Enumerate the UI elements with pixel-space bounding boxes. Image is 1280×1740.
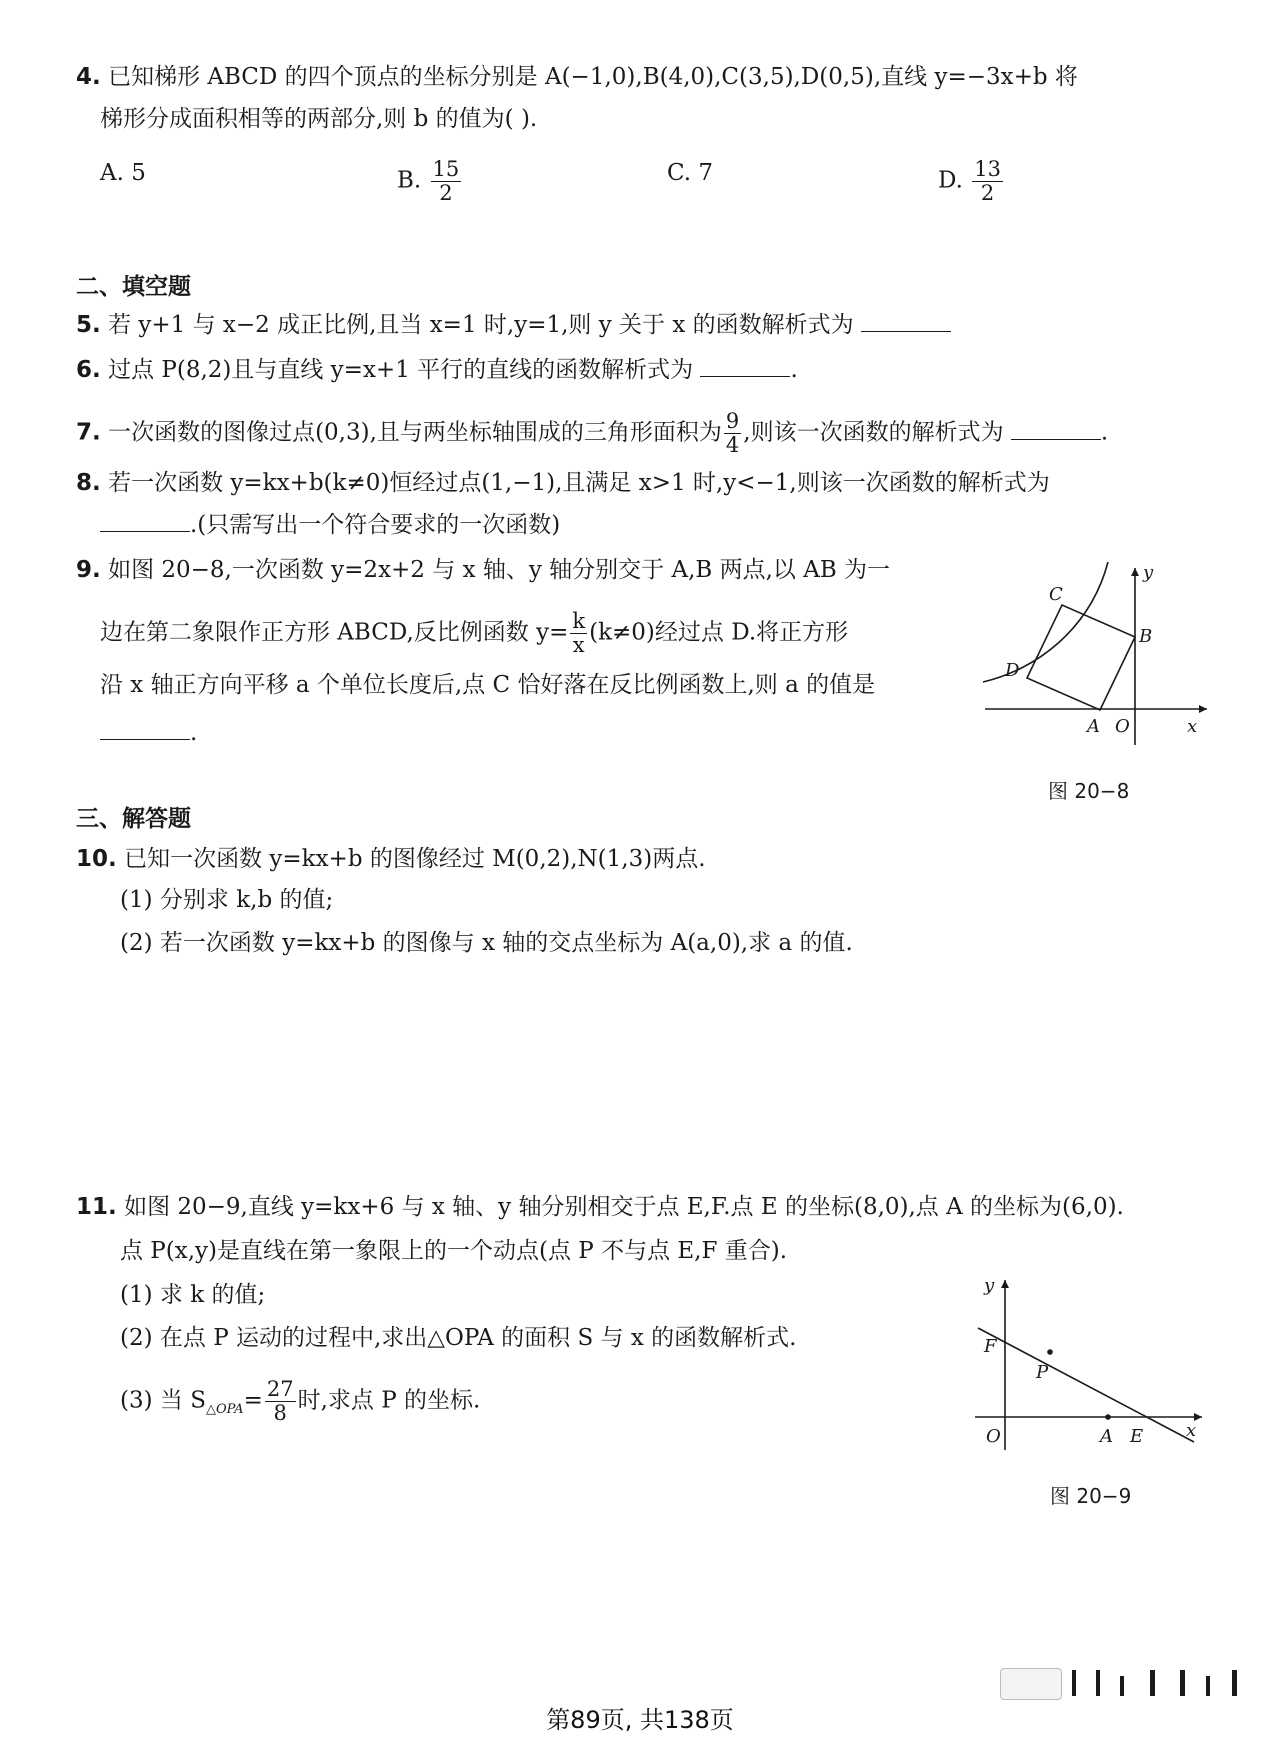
tick-mark — [1150, 1670, 1155, 1696]
q4-text-line1: 已知梯形 ABCD 的四个顶点的坐标分别是 A(−1,0),B(4,0),C(3,5),D(0,5),直线 y=−3x+b 将 — [108, 64, 1078, 90]
point-p — [1047, 1349, 1053, 1355]
q8-line1 — [76, 468, 1050, 498]
q8-text-line2: .(只需写出一个符合要求的一次函数) — [190, 512, 561, 538]
q11-sub2: (2) 在点 P 运动的过程中,求出△OPA 的面积 S 与 x 的函数解析式. — [120, 1325, 797, 1351]
q9-answer-blank[interactable] — [100, 719, 190, 740]
fraction-denominator: 2 — [439, 181, 453, 206]
q4-option-b-fraction — [431, 158, 462, 205]
q9-line4 — [100, 718, 197, 748]
tick-mark — [1096, 1670, 1100, 1696]
q9-text-line1: 如图 20−8,一次函数 y=2x+2 与 x 轴、y 轴分别交于 A,B 两点,以 AB 为一 — [108, 557, 891, 583]
q9-tail: . — [190, 720, 198, 746]
tick-mark — [1120, 1676, 1124, 1696]
label-x: x — [1186, 1420, 1197, 1441]
fraction-numerator: 27 — [266, 1377, 294, 1401]
label-y: y — [1143, 562, 1154, 583]
fraction-denominator: 4 — [725, 433, 740, 458]
q11-sub3-prefix: (3) 当 S — [120, 1387, 206, 1414]
q8-text: 若一次函数 y=kx+b(k≠0)恒经过点(1,−1),且满足 x>1 时,y<−1,则该一次函数的解析式为 — [108, 470, 1050, 496]
line-ef — [978, 1328, 1197, 1442]
square-abcd — [1027, 605, 1135, 710]
q11-text-line2: 点 P(x,y)是直线在第一象限上的一个动点(点 P 不与点 E,F 重合). — [120, 1238, 788, 1264]
figure-20-9-caption: 图 20−9 — [1050, 1484, 1132, 1508]
q4-option-b-label: B. — [397, 167, 422, 194]
q4-line1 — [76, 62, 1078, 92]
q6-text: 过点 P(8,2)且与直线 y=x+1 平行的直线的函数解析式为 — [108, 357, 694, 383]
q4-option-d — [938, 158, 1005, 205]
page-nav-box — [1000, 1668, 1062, 1700]
hyperbola-curve — [983, 562, 1108, 682]
y-axis-arrow — [1131, 568, 1139, 576]
label-c: C — [1049, 584, 1063, 605]
figure-20-8-caption: 图 20−8 — [1048, 779, 1130, 803]
page-footer: 第89页, 共138页 — [546, 1706, 734, 1734]
label-d: D — [1005, 660, 1020, 681]
q7-tail: . — [1100, 419, 1109, 446]
q9-text-line3: 沿 x 轴正方向平移 a 个单位长度后,点 C 恰好落在反比例函数上,则 a 的值是 — [100, 672, 876, 698]
q11-number: 11. — [76, 1194, 117, 1220]
section-answer-heading: 三、解答题 — [76, 806, 191, 832]
q11-sub3 — [120, 1378, 480, 1425]
label-f: F — [984, 1336, 997, 1357]
figure-20-8 — [975, 560, 1215, 750]
y-axis-arrow — [1001, 1280, 1009, 1288]
section-fill-in-heading: 二、填空题 — [76, 274, 191, 300]
q11-sub3-equals: = — [243, 1387, 263, 1414]
tick-mark — [1232, 1670, 1237, 1696]
q7-text-a: 一次函数的图像过点(0,3),且与两坐标轴围成的三角形面积为 — [108, 419, 722, 446]
q11-sub3-subscript: △OPA — [205, 1402, 244, 1418]
fraction-denominator: 2 — [980, 181, 995, 206]
q5-answer-blank[interactable] — [861, 311, 951, 332]
q10-text: 已知一次函数 y=kx+b 的图像经过 M(0,2),N(1,3)两点. — [124, 846, 706, 872]
q9-line1 — [76, 555, 890, 585]
q4-option-b — [397, 158, 463, 205]
q9-fraction — [570, 610, 587, 657]
q5-text: 若 y+1 与 x−2 成正比例,且当 x=1 时,y=1,则 y 关于 x 的函数解析式为 — [108, 312, 854, 338]
q8-number: 8. — [76, 470, 101, 496]
q7-text-b: ,则该一次函数的解析式为 — [743, 419, 1004, 446]
q7 — [76, 410, 1108, 457]
q5 — [76, 310, 951, 340]
fraction-numerator: 13 — [974, 157, 1001, 181]
fraction-numerator: 15 — [432, 157, 460, 181]
q4-option-d-label: D. — [938, 167, 963, 194]
label-o: O — [986, 1426, 1001, 1447]
q7-answer-blank[interactable] — [1011, 419, 1101, 440]
tick-mark — [1206, 1676, 1210, 1696]
q7-fraction — [724, 410, 741, 457]
q4-option-c: C. 7 — [667, 160, 714, 186]
q6-answer-blank[interactable] — [700, 356, 790, 377]
q9-text-line2b: (k≠0)经过点 D.将正方形 — [589, 619, 849, 646]
q11-sub3-suffix: 时,求点 P 的坐标. — [297, 1387, 481, 1414]
q6-tail: . — [790, 357, 798, 383]
q6-number: 6. — [76, 357, 101, 383]
q7-number: 7. — [76, 419, 101, 446]
tick-mark — [1180, 1670, 1185, 1696]
q11-fraction — [265, 1378, 296, 1425]
label-x: x — [1187, 716, 1198, 737]
q9-line2 — [100, 610, 848, 657]
q4-option-d-fraction — [972, 158, 1003, 205]
q11-line1 — [76, 1192, 1124, 1222]
label-p: P — [1036, 1362, 1049, 1383]
q11-text-line1: 如图 20−9,直线 y=kx+6 与 x 轴、y 轴分别相交于点 E,F.点 E 的坐标(8,0),点 A 的坐标为(6,0). — [124, 1194, 1124, 1220]
q11-sub1: (1) 求 k 的值; — [120, 1282, 266, 1308]
x-axis-arrow — [1199, 705, 1207, 713]
q4-text-line2: 梯形分成面积相等的两部分,则 b 的值为( ). — [100, 106, 538, 132]
label-a: A — [1100, 1426, 1113, 1447]
fraction-numerator: k — [572, 609, 586, 633]
label-o: O — [1115, 716, 1130, 737]
q10-sub2: (2) 若一次函数 y=kx+b 的图像与 x 轴的交点坐标为 A(a,0),求 a 的值. — [120, 930, 853, 956]
q9-text-line2a: 边在第二象限作正方形 ABCD,反比例函数 y= — [100, 619, 569, 646]
tick-mark — [1072, 1670, 1076, 1696]
fraction-denominator: x — [572, 633, 585, 658]
q10-number: 10. — [76, 846, 117, 872]
fraction-denominator: 8 — [273, 1401, 287, 1426]
label-a: A — [1087, 716, 1100, 737]
q10-line1 — [76, 844, 706, 874]
q10-sub1: (1) 分别求 k,b 的值; — [120, 887, 334, 913]
label-b: B — [1139, 626, 1153, 647]
fraction-numerator: 9 — [725, 409, 740, 433]
q4-number: 4. — [76, 64, 101, 90]
point-a — [1105, 1414, 1111, 1420]
q9-number: 9. — [76, 557, 101, 583]
q5-number: 5. — [76, 312, 101, 338]
q6 — [76, 355, 798, 385]
q4-option-a: A. 5 — [100, 160, 146, 186]
q8-line2 — [100, 510, 560, 540]
label-e: E — [1130, 1426, 1144, 1447]
q8-answer-blank[interactable] — [100, 511, 190, 532]
label-y: y — [984, 1275, 995, 1296]
figure-20-9 — [970, 1275, 1215, 1465]
